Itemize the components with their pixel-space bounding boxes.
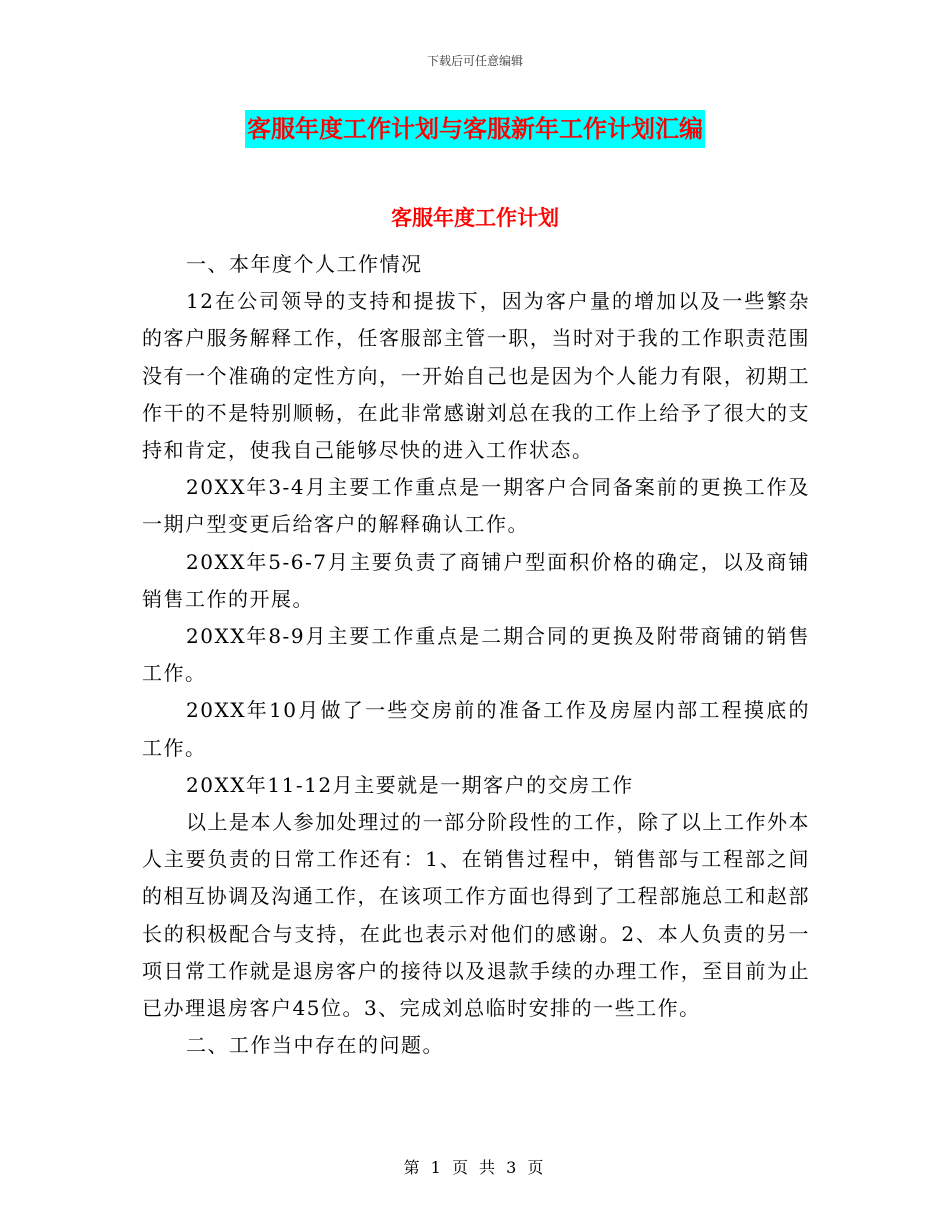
paragraph-mar-apr: 20XX年3-4月主要工作重点是一期客户合同备案前的更换工作及一期户型变更后给客户的解释确认工作。 xyxy=(142,475,810,537)
main-title: 客服年度工作计划与客服新年工作计划汇编 xyxy=(245,110,705,148)
paragraph-nov-dec: 20XX年11-12月主要就是一期客户的交房工作 xyxy=(186,772,634,797)
paragraph-heading-2: 二、工作当中存在的问题。 xyxy=(186,1033,444,1058)
main-title-wrapper xyxy=(0,110,950,148)
paragraph-summary: 以上是本人参加处理过的一部分阶段性的工作，除了以上工作外本人主要负责的日常工作还有：1、在销售过程中，销售部与工程部之间的相互协调及沟通工作，在该项工作方面也得到了工程部施总工和赵部长的积极配合与支持，在此也表示对他们的感谢。2、本人负责的另一项日常工作就是退房客户的接待以及退款手续的办理工作，至目前为止已办理退房客户45位。3、完成刘总临时安排的一些工作。 xyxy=(142,810,810,1021)
paragraph-heading-1: 一、本年度个人工作情况 xyxy=(186,252,423,276)
paragraph-intro: 12在公司领导的支持和提拔下，因为客户量的增加以及一些繁杂的客户服务解释工作，任客服部主管一职，当时对于我的工作职责范围没有一个准确的定性方向，一开始自己也是因为个人能力有限，初期工作干的不是特别顺畅，在此非常感谢刘总在我的工作上给予了很大的支持和肯定，使我自己能够尽快的进入工作状态。 xyxy=(142,289,810,463)
page-header-note: 下载后可任意编辑 xyxy=(426,54,523,68)
page-footer: 第 1 页 共 3 页 xyxy=(403,1158,547,1177)
paragraph-may-jul: 20XX年5-6-7月主要负责了商铺户型面积价格的确定，以及商铺销售工作的开展。 xyxy=(142,549,810,611)
paragraph-aug-sep: 20XX年8-9月主要工作重点是二期合同的更换及附带商铺的销售工作。 xyxy=(142,624,810,686)
paragraph-oct: 20XX年10月做了一些交房前的准备工作及房屋内部工程摸底的工作。 xyxy=(142,698,810,760)
document-body xyxy=(142,246,810,1064)
section-title: 客服年度工作计划 xyxy=(391,206,559,230)
